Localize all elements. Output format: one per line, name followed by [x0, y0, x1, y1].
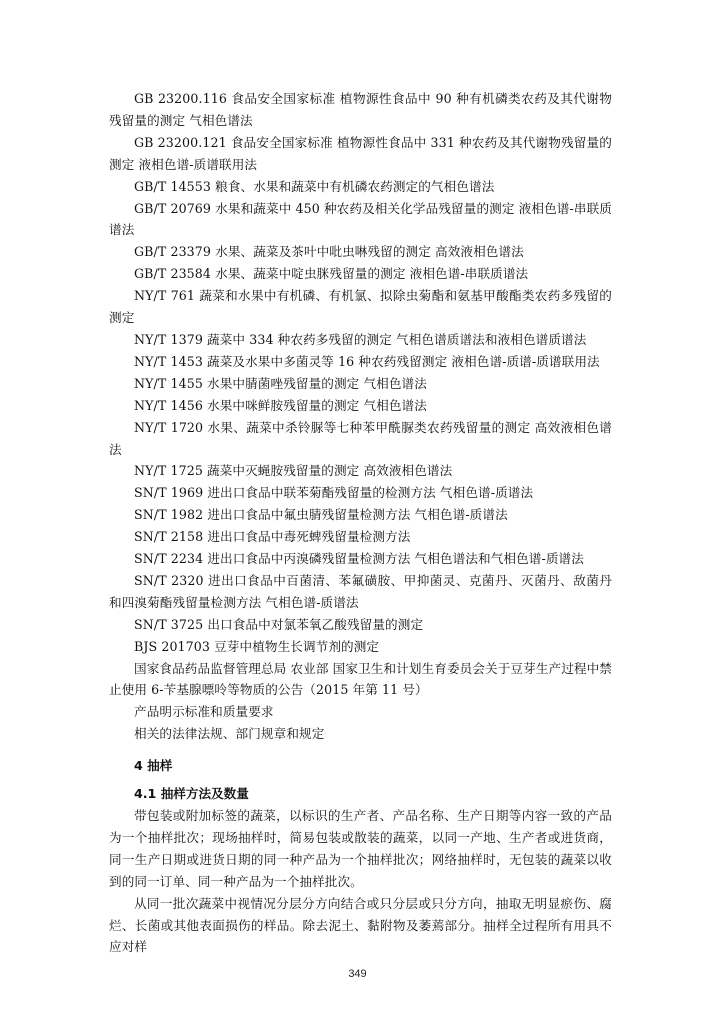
standard-item: NY/T 1379 蔬菜中 334 种农药多残留的测定 气相色谱质谱法和液相色谱质谱法 [134, 331, 587, 347]
standard-item: BJS 201703 豆芽中植物生长调节剂的测定 [134, 638, 380, 654]
standard-item: GB/T 20769 水果和蔬菜中 450 种农药及相关化学品残留量的测定 液相色谱-串联质谱法 [109, 200, 612, 238]
standard-item: 产品明示标准和质量要求 [134, 704, 274, 720]
standard-item: NY/T 1453 蔬菜及水果中多菌灵等 16 种农药残留测定 液相色谱-质谱-质谱联用法 [134, 353, 600, 369]
standard-item: GB/T 23584 水果、蔬菜中啶虫脒残留量的测定 液相色谱-串联质谱法 [134, 266, 529, 282]
standard-item: NY/T 761 蔬菜和水果中有机磷、有机氯、拟除虫菊酯和氨基甲酸酯类农药多残留的测定 [109, 288, 612, 326]
standard-item: SN/T 1982 进出口食品中氟虫腈残留量检测方法 气相色谱-质谱法 [134, 507, 508, 523]
standard-item: SN/T 2320 进出口食品中百菌清、苯氟磺胺、甲抑菌灵、克菌丹、灭菌丹、敌菌丹和四溴菊酯残留量检测方法 气相色谱-质谱法 [109, 572, 612, 610]
standard-item: SN/T 1969 进出口食品中联苯菊酯残留量的检测方法 气相色谱-质谱法 [134, 485, 534, 501]
standard-item: 国家食品药品监督管理总局 农业部 国家卫生和计划生育委员会关于豆芽生产过程中禁止使用 6-苄基腺嘌呤等物质的公告（2015 年第 11 号） [109, 660, 612, 698]
subsection-heading-method: 4.1 抽样方法及数量 [134, 786, 249, 802]
page-content [109, 88, 612, 958]
standard-item: SN/T 2158 进出口食品中毒死蜱残留量检测方法 [134, 529, 411, 545]
standard-item: 相关的法律法规、部门规章和规定 [134, 726, 325, 742]
page-number: 349 [348, 968, 367, 980]
standard-item: SN/T 2234 进出口食品中丙溴磷残留量检测方法 气相色谱法和气相色谱-质谱法 [134, 551, 584, 567]
standard-item: GB 23200.121 食品安全国家标准 植物源性食品中 331 种农药及其代谢物残留量的测定 液相色谱-质谱联用法 [109, 134, 612, 172]
standard-item: NY/T 1456 水果中咪鲜胺残留量的测定 气相色谱法 [134, 397, 427, 413]
standard-item: NY/T 1725 蔬菜中灭蝇胺残留量的测定 高效液相色谱法 [134, 463, 453, 479]
standard-item: SN/T 3725 出口食品中对氯苯氧乙酸残留量的测定 [134, 616, 424, 632]
standard-item: GB 23200.116 食品安全国家标准 植物源性食品中 90 种有机磷类农药及其代谢物残留量的测定 气相色谱法 [109, 91, 612, 128]
standard-item: NY/T 1720 水果、蔬菜中杀铃脲等七种苯甲酰脲类农药残留量的测定 高效液相色谱法 [109, 419, 612, 457]
standard-item: GB/T 14553 粮食、水果和蔬菜中有机磷农药测定的气相色谱法 [134, 178, 495, 194]
standard-item: GB/T 23379 水果、蔬菜及茶叶中吡虫啉残留的测定 高效液相色谱法 [134, 244, 524, 260]
body-paragraph: 从同一批次蔬菜中视情况分层分方向结合或只分层或只分方向，抽取无明显瘀伤、腐烂、长菌或其他表面损伤的样品。除去泥土、黏附物及萎蔫部分。抽样全过程所有用具不应对样 [109, 895, 612, 955]
section-heading-sampling: 4 抽样 [134, 758, 173, 774]
body-paragraph: 带包装或附加标签的蔬菜，以标识的生产者、产品名称、生产日期等内容一致的产品为一个抽样批次；现场抽样时，简易包装或散装的蔬菜，以同一产地、生产者或进货商，同一生产日期或进货日期的同一种产品为一个抽样批次；网络抽样时，无包装的蔬菜以收到的同一订单、同一种产品为一个抽样批次。 [109, 808, 612, 889]
standard-item: NY/T 1455 水果中腈菌唑残留量的测定 气相色谱法 [134, 375, 427, 391]
